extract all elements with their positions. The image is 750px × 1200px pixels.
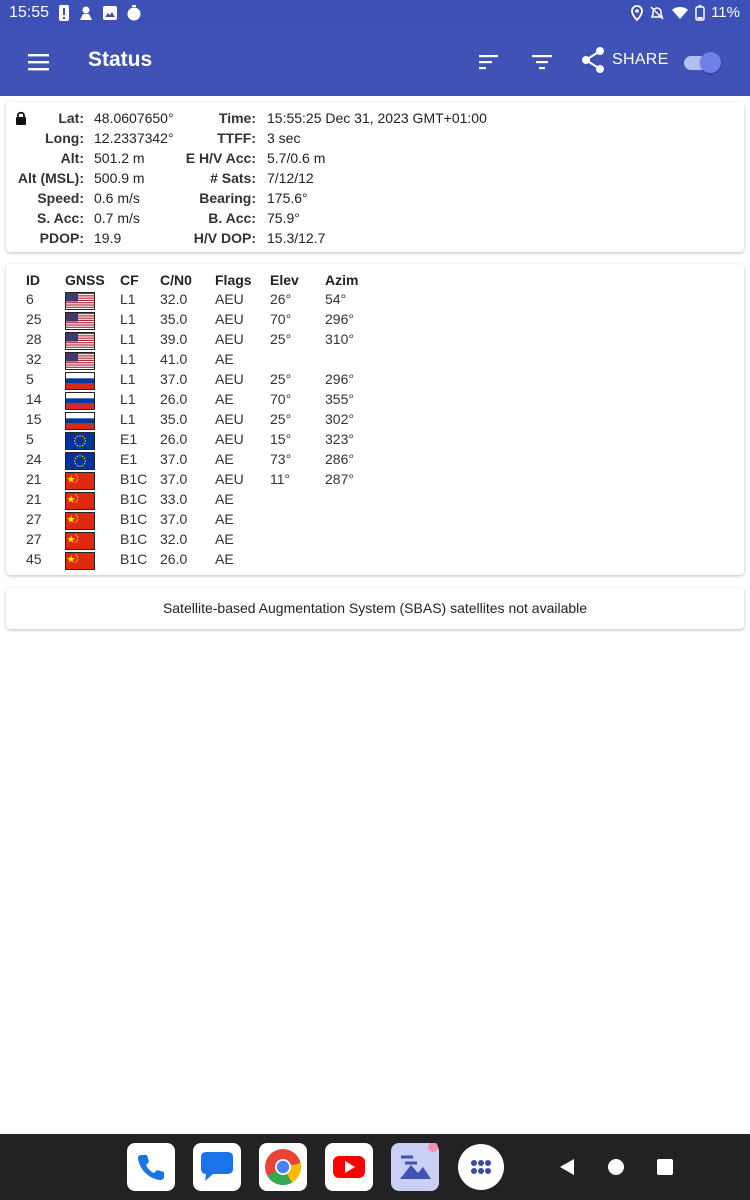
clock: 15:55: [9, 4, 50, 21]
location-label: E H/V Acc:: [185, 150, 256, 166]
table-row: [6, 470, 744, 490]
location-card: [6, 102, 744, 252]
share-label: SHARE: [612, 51, 669, 68]
eu-flag-icon: [65, 452, 95, 470]
location-value: 48.0607650°: [94, 110, 174, 126]
cell-cf: B1C: [120, 491, 148, 507]
cell-elev: 26°: [270, 291, 292, 307]
phone-app[interactable]: [127, 1143, 175, 1191]
cell-id: 5: [26, 431, 34, 447]
cell-id: 24: [26, 451, 42, 467]
location-label: PDOP:: [39, 230, 84, 246]
location-label: H/V DOP:: [193, 230, 256, 246]
cell-id: 27: [26, 511, 42, 527]
cell-flags: AEU: [215, 431, 244, 447]
menu-icon[interactable]: [24, 48, 54, 76]
cell-id: 21: [26, 491, 42, 507]
usa-flag-icon: [65, 332, 95, 350]
youtube-icon: [325, 1143, 373, 1191]
cell-cn0: 39.0: [160, 331, 188, 347]
back-icon[interactable]: [558, 1158, 576, 1176]
location-values-right: [267, 108, 567, 248]
cell-cn0: 26.0: [160, 391, 188, 407]
cell-flags: AEU: [215, 331, 244, 347]
cell-flags: AEU: [215, 291, 244, 307]
location-label: B. Acc:: [208, 210, 256, 226]
table-row: [6, 410, 744, 430]
table-row: [6, 350, 744, 370]
cell-elev: 70°: [270, 391, 292, 407]
location-label: S. Acc:: [37, 210, 84, 226]
location-value: 12.2337342°: [94, 130, 174, 146]
cell-flags: AE: [215, 551, 234, 567]
table-row: [6, 530, 744, 550]
wifi-icon: [671, 6, 689, 20]
cell-elev: 11°: [270, 471, 291, 487]
location-service-icon: [78, 5, 94, 21]
app-toolbar: [0, 28, 750, 96]
gallery-app[interactable]: [391, 1143, 439, 1191]
china-flag-icon: [65, 552, 95, 570]
russia-flag-icon: [65, 372, 95, 390]
youtube-app[interactable]: [325, 1143, 373, 1191]
location-label: TTFF:: [217, 130, 256, 146]
cell-flags: AEU: [215, 311, 244, 327]
usa-flag-icon: [65, 352, 95, 370]
location-value: 7/12/12: [267, 170, 314, 186]
col-header-flags: Flags: [215, 272, 252, 288]
cell-id: 14: [26, 391, 42, 407]
sbas-card: [6, 588, 744, 629]
cell-flags: AE: [215, 531, 234, 547]
system-navigation-bar: [0, 1134, 750, 1200]
cell-id: 28: [26, 331, 42, 347]
cell-flags: AE: [215, 451, 234, 467]
location-label: Alt (MSL):: [17, 170, 84, 186]
table-row: [6, 370, 744, 390]
cell-azim: 296°: [325, 311, 354, 327]
cell-cf: L1: [120, 311, 136, 327]
cell-cf: B1C: [120, 471, 148, 487]
image-notification-icon: [102, 5, 118, 21]
cell-cf: L1: [120, 351, 136, 367]
china-flag-icon: [65, 512, 95, 530]
gallery-icon: [391, 1143, 439, 1191]
cell-flags: AE: [215, 351, 234, 367]
eu-flag-icon: [65, 432, 95, 450]
cell-azim: 296°: [325, 371, 354, 387]
battery-percentage: 11%: [711, 4, 740, 21]
cell-azim: 54°: [325, 291, 347, 307]
cell-cn0: 26.0: [160, 431, 188, 447]
cell-cn0: 33.0: [160, 491, 188, 507]
location-icon: [631, 5, 643, 21]
cell-cn0: 37.0: [160, 511, 188, 527]
cell-cf: L1: [120, 371, 136, 387]
col-header-azim: Azim: [325, 272, 359, 288]
cell-flags: AE: [215, 391, 234, 407]
table-row: [6, 330, 744, 350]
cell-azim: 355°: [325, 391, 354, 407]
table-row: [6, 490, 744, 510]
cell-cf: B1C: [120, 511, 148, 527]
table-row: [6, 430, 744, 450]
cell-flags: AEU: [215, 471, 244, 487]
app-drawer-button[interactable]: [458, 1144, 504, 1190]
cell-id: 6: [26, 291, 34, 307]
cell-cn0: 35.0: [160, 311, 188, 327]
location-label: Long:: [45, 130, 84, 146]
location-value: 5.7/0.6 m: [267, 150, 326, 166]
china-flag-icon: [65, 472, 95, 490]
table-row: [6, 390, 744, 410]
table-row: [6, 450, 744, 470]
location-label: # Sats:: [210, 170, 256, 186]
cell-id: 21: [26, 471, 42, 487]
system-status-bar: [0, 0, 750, 28]
cell-id: 25: [26, 311, 42, 327]
cell-cn0: 32.0: [160, 531, 188, 547]
location-value: 175.6°: [267, 190, 308, 206]
location-labels-left: [6, 108, 84, 248]
tracking-toggle[interactable]: [684, 52, 720, 72]
location-labels-right: [156, 108, 256, 248]
cell-azim: 287°: [325, 471, 354, 487]
cell-cf: L1: [120, 411, 136, 427]
location-value: 75.9°: [267, 210, 300, 226]
recents-icon[interactable]: [656, 1158, 674, 1176]
cell-cf: L1: [120, 391, 136, 407]
phone-icon: [127, 1143, 175, 1191]
location-label: Alt:: [60, 150, 84, 166]
usa-flag-icon: [65, 312, 95, 330]
timer-notification-icon: [126, 5, 142, 21]
cell-azim: 323°: [325, 431, 354, 447]
cell-cf: B1C: [120, 531, 148, 547]
location-value: 3 sec: [267, 130, 301, 146]
cell-elev: 25°: [270, 411, 292, 427]
do-not-disturb-icon: [649, 5, 665, 21]
cell-flags: AEU: [215, 371, 244, 387]
home-icon[interactable]: [607, 1158, 625, 1176]
page-title: Status: [88, 48, 153, 71]
cell-elev: 70°: [270, 311, 292, 327]
location-value: 501.2 m: [94, 150, 145, 166]
location-value: 0.6 m/s: [94, 190, 140, 206]
russia-flag-icon: [65, 392, 95, 410]
col-header-id: ID: [26, 272, 40, 288]
cell-flags: AE: [215, 511, 234, 527]
location-label: Bearing:: [199, 190, 256, 206]
cell-cn0: 41.0: [160, 351, 188, 367]
table-row: [6, 510, 744, 530]
table-row: [6, 310, 744, 330]
cell-id: 5: [26, 371, 34, 387]
alert-notification-icon: [58, 5, 70, 21]
cell-cf: B1C: [120, 551, 148, 567]
location-value: 500.9 m: [94, 170, 145, 186]
col-header-cn0: C/N0: [160, 272, 192, 288]
cell-cf: E1: [120, 431, 138, 447]
cell-cf: L1: [120, 331, 136, 347]
china-flag-icon: [65, 492, 95, 510]
sort-icon[interactable]: [475, 50, 503, 74]
cell-cf: L1: [120, 291, 136, 307]
cell-cn0: 35.0: [160, 411, 188, 427]
satellite-table-card: [6, 264, 744, 575]
location-value: 15:55:25 Dec 31, 2023 GMT+01:00: [267, 110, 487, 126]
cell-azim: 286°: [325, 451, 354, 467]
cell-id: 15: [26, 411, 42, 427]
chrome-app[interactable]: [259, 1143, 307, 1191]
share-icon: [580, 46, 606, 74]
russia-flag-icon: [65, 412, 95, 430]
col-header-elev: Elev: [270, 272, 299, 288]
cell-elev: 73°: [270, 451, 292, 467]
app-drawer-icon: [458, 1144, 504, 1190]
cell-azim: 310°: [325, 331, 354, 347]
table-row: [6, 550, 744, 570]
table-row: [6, 290, 744, 310]
share-button[interactable]: [580, 46, 669, 74]
location-value: 19.9: [94, 230, 122, 246]
location-label: Speed:: [37, 190, 84, 206]
col-header-cf: CF: [120, 272, 139, 288]
cell-cn0: 26.0: [160, 551, 188, 567]
cell-azim: 302°: [325, 411, 354, 427]
usa-flag-icon: [65, 292, 95, 310]
cell-flags: AE: [215, 491, 234, 507]
messages-app[interactable]: [193, 1143, 241, 1191]
cell-cn0: 37.0: [160, 471, 188, 487]
col-header-gnss: GNSS: [65, 272, 105, 288]
cell-id: 45: [26, 551, 42, 567]
location-label: Lat:: [58, 110, 84, 126]
cell-cn0: 37.0: [160, 371, 188, 387]
cell-id: 27: [26, 531, 42, 547]
messages-icon: [193, 1143, 241, 1191]
cell-cn0: 37.0: [160, 451, 188, 467]
battery-icon: [695, 5, 705, 21]
location-value: 0.7 m/s: [94, 210, 140, 226]
cell-cn0: 32.0: [160, 291, 188, 307]
location-value: 15.3/12.7: [267, 230, 326, 246]
cell-id: 32: [26, 351, 42, 367]
location-label: Time:: [218, 110, 256, 126]
cell-elev: 15°: [270, 431, 292, 447]
cell-cf: E1: [120, 451, 138, 467]
sbas-message: Satellite-based Augmentation System (SBAS) satellites not available: [162, 600, 588, 616]
cell-elev: 25°: [270, 331, 292, 347]
cell-elev: 25°: [270, 371, 292, 387]
china-flag-icon: [65, 532, 95, 550]
chrome-icon: [259, 1143, 307, 1191]
filter-icon[interactable]: [529, 50, 557, 74]
cell-flags: AEU: [215, 411, 244, 427]
